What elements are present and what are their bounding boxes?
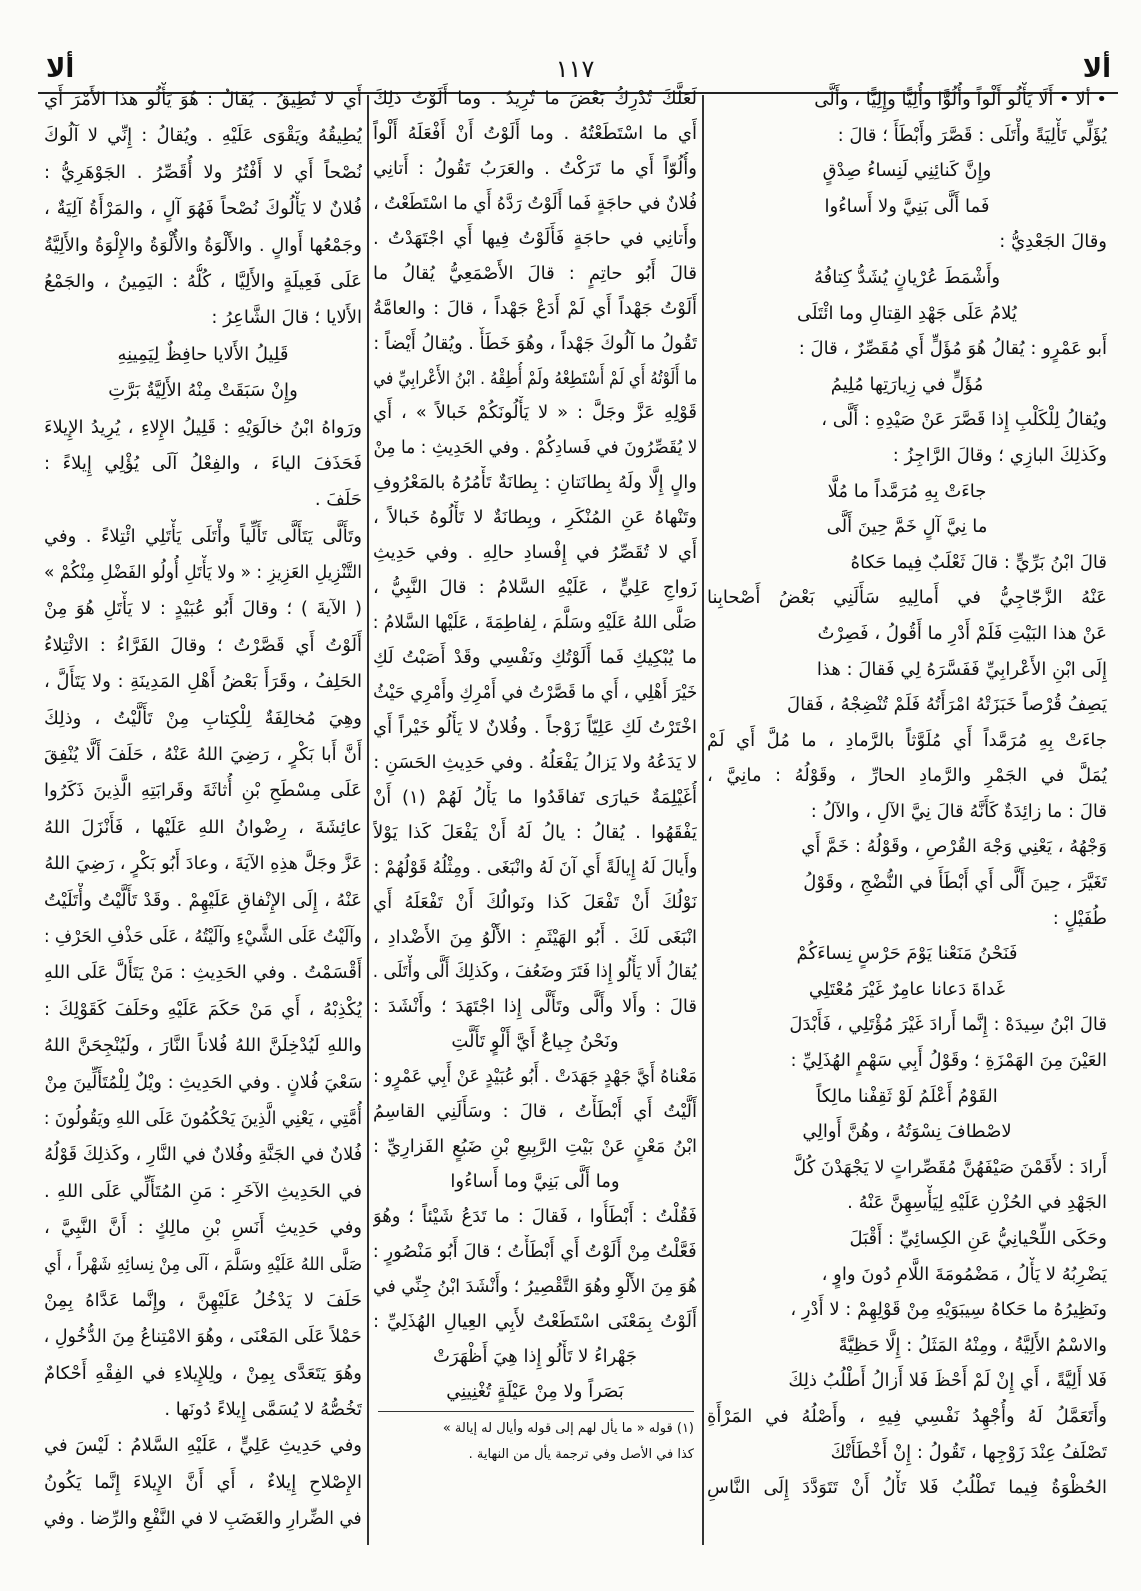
line-text: عَلَى مِسْطَحِ بْنِ أُثاثَةَ وقَرابَتِهِ الَّذِينَ ذَكَرُوا bbox=[44, 780, 362, 802]
text-line bbox=[707, 616, 1107, 652]
line-text: تَقُولُ ما آلُوكَ جَهْداً ، وهُوَ خَطَأٌ . ويُقالُ أَيْضاً : bbox=[373, 332, 697, 354]
text-line bbox=[707, 1435, 1107, 1471]
text-line bbox=[707, 901, 1107, 937]
line-text: عَزَّ وجَلَّ هذِهِ الآيَةَ ، وعادَ أَبُو بَكْرٍ ، رَضِيَ اللهُ bbox=[44, 853, 362, 875]
text-line bbox=[44, 701, 362, 737]
line-text: أَلَوْتُ أَي قَصَّرْتُ ؛ وقالَ الفَرَّاءُ : الائْتِلاءُ bbox=[44, 634, 362, 656]
line-text: ما أَلَوْتُهُ أَي لَمْ أَسْتَطِعْهُ ولَمْ أُطِقْهُ . ابْنُ الأَعْرابِيِّ في bbox=[373, 367, 697, 389]
text-line bbox=[44, 1174, 362, 1210]
line-text: ويُقالُ لِلْكَلْبِ إِذا قَصَّرَ عَنْ صَيْدِهِ : أَلَّى ، bbox=[821, 409, 1107, 431]
text-line bbox=[44, 846, 362, 882]
text-line bbox=[373, 187, 697, 222]
line-text: عَلَى فَعِيلَةٍ والأَلِيَّا ، كُلُّهُ : اليَمِينُ ، والجَمْعُ bbox=[44, 270, 362, 292]
line-text: زَواجِ عَلِيٍّ ، عَلَيْهِ السَّلامُ : قالَ النَّبِيُّ ، bbox=[373, 577, 697, 599]
line-text: في الحَدِيثِ الآخَرِ : مَنِ المُتَأَلِّي عَلَى اللهِ . bbox=[44, 1180, 362, 1202]
text-line bbox=[373, 711, 697, 746]
line-text: لَعَلَّكَ تُدْرِكُ بَعْضَ ما تُرِيدُ . وما أَلَوْتُ ذلِكَ bbox=[373, 88, 697, 109]
text-line bbox=[707, 829, 1107, 865]
verse-line bbox=[707, 972, 1107, 1008]
text-line bbox=[44, 1028, 362, 1064]
line-text: قالَ أَبُو حاتِمٍ : قالَ الأَصْمَعِيُّ يُقالُ ما bbox=[373, 262, 697, 284]
line-text: قَوْلِهِ عَزَّ وجَلَّ : « لا يَأْلُونَكُمْ خَبالاً » ، أَي bbox=[373, 402, 697, 424]
line-text: الحُظْوَةُ فِيما تَطْلُبُ فَلا تَأْلُ أَنْ تَتَوَدَّدَ إِلَى النَّاسِ bbox=[707, 1477, 1107, 1499]
line-text: وفي حَدِيثِ عَلِيٍّ ، عَلَيْهِ السَّلامُ : لَيْسَ في bbox=[44, 1435, 362, 1457]
text-line bbox=[707, 865, 1107, 901]
text-line bbox=[707, 1043, 1107, 1079]
verse-line bbox=[707, 1079, 1107, 1115]
line-text: أُغَيْلِمَةٌ حَيارَى تَفاقَدُوا ما يَأْلُ لَهُمْ (١) أَنْ bbox=[373, 786, 697, 808]
line-text: لاصْطافَ نِسْوَتُهُ ، وهُنَّ أَوالِي bbox=[802, 1121, 1012, 1143]
line-text: يُطِيقُهُ ويَقْوَى عَلَيْهِ . ويُقالُ : إِنِّي لا آلُوكَ bbox=[44, 125, 362, 147]
line-text: ابْنُ مَعْنٍ عَنْ بَيْتِ الرَّبِيعِ بْنِ ضَبُعٍ الفَزارِيِّ : bbox=[373, 1136, 697, 1158]
line-text: وهِيَ مُخالِفَةٌ لِلْكِتابِ مِنْ تَأَلَّيْتُ ، وذلِكَ bbox=[44, 707, 362, 729]
footnote bbox=[378, 1416, 694, 1468]
text-line bbox=[707, 794, 1107, 830]
text-line bbox=[44, 1392, 362, 1428]
text-line bbox=[44, 919, 362, 955]
text-line bbox=[44, 191, 362, 227]
text-line bbox=[707, 402, 1107, 438]
line-text: يُؤَلِّي تَأْلِيَةً وأْتَلَى : قَصَّرَ وأَبْطَأَ ؛ قالَ : bbox=[837, 124, 1107, 146]
text-line bbox=[373, 990, 697, 1025]
line-text: جَهْراءُ لا تَأْلُو إِذا هِيَ أَظْهَرَتْ bbox=[433, 1345, 637, 1367]
text-line bbox=[707, 652, 1107, 688]
text-line bbox=[707, 758, 1107, 794]
text-line bbox=[707, 545, 1107, 581]
line-text: قالَ : وأَلا وأَلَّى وتَأَلَّى إِذا اجْتَهَدَ ؛ وأَنْشَدَ : bbox=[373, 996, 697, 1018]
text-line bbox=[373, 327, 697, 362]
text-line bbox=[707, 1185, 1107, 1221]
text-line bbox=[707, 1363, 1107, 1399]
text-line bbox=[707, 1292, 1107, 1328]
text-line bbox=[44, 1247, 362, 1283]
line-text: وأَيالَ لَهُ إِيالَةً أَي آنَ لَهُ وانْبَغَى . ومِثْلُهُ قَوْلُهُمْ : bbox=[373, 856, 697, 878]
text-line bbox=[44, 737, 362, 773]
text-line bbox=[44, 628, 362, 664]
line-text: والاسْمُ الأَلِيَّةُ ، ومِنْهُ المَثَلُ : إِلَّا حَظِيَّةً bbox=[838, 1334, 1107, 1356]
line-text: صَلَّى اللهُ عَلَيْهِ وسَلَّمَ ، آلَى مِنْ نِسائِهِ شَهْراً ، أَي bbox=[44, 1253, 362, 1275]
text-line bbox=[707, 723, 1107, 759]
verse-line bbox=[707, 936, 1107, 972]
text-line bbox=[373, 746, 697, 781]
text-line bbox=[373, 676, 697, 711]
line-text: وأُلُوّاً أَي ما تَرَكْتُ . والعَرَبُ تَقُولُ : أَتانِي bbox=[373, 157, 697, 179]
text-line bbox=[373, 431, 697, 466]
line-text: ونَظِيرُهُ ما حَكاهُ سِيبَوَيْهِ مِنْ قَوْلِهِمْ : لا أَدْرِ ، bbox=[790, 1299, 1107, 1321]
verse-line bbox=[373, 1340, 697, 1375]
line-text: بَصَراً ولا مِنْ عَيْلَةٍ تُغْنِينِي bbox=[446, 1380, 624, 1402]
text-line bbox=[373, 886, 697, 921]
text-line bbox=[707, 224, 1107, 260]
footnote-line bbox=[378, 1442, 694, 1468]
line-text: فُلانٌ لا يَأْلُوكَ نُصْحاً فَهُوَ آلٍ ، والمَرْأَةُ آلِيَةٌ ، bbox=[44, 198, 362, 220]
text-line bbox=[44, 300, 362, 336]
line-text: أَبو عَمْرٍو : يُقالُ هُوَ مُؤَلٍّ أَي مُقَصِّرٌ ، قالَ : bbox=[798, 338, 1107, 360]
line-text: أَي لا تُطِيقُ . يُقالُ : هُوَ يَأْلُو هذا الأَمْرَ أَي bbox=[44, 89, 362, 110]
line-text: تَخُصُّهُ لا يُسَمَّى إِيلاءً دُونَها . bbox=[164, 1399, 362, 1421]
line-text: فَحَذَفَ الياءَ ، والفِعْلُ آلَى يُؤْلِي إِيلاءً : bbox=[44, 452, 362, 474]
line-text: الإِصْلاحِ إِيلاءٌ ، أَي أَنَّ الإِيلاءَ إِنَّما يَكُونُ bbox=[44, 1471, 362, 1493]
line-text: فَما أَلَّى بَنِيَّ ولا أَساءُوا bbox=[824, 195, 990, 217]
line-text: طُفَيْلٍ : bbox=[1052, 907, 1107, 929]
line-text: عَنْهُ ، إِلَى الإِنْفاقِ عَلَيْهِمْ . وقَدْ تَأَلَّيْتُ وأْتَلَيْتُ bbox=[44, 889, 362, 911]
text-line bbox=[44, 591, 362, 627]
text-line bbox=[44, 482, 362, 518]
text-line bbox=[707, 1328, 1107, 1364]
line-text: أَي ما اسْتَطَعْتُهُ . وما أَلَوْتُ أَنْ أَفْعَلَهُ أَلْواً bbox=[373, 122, 697, 144]
text-line bbox=[44, 992, 362, 1028]
line-text: يُمَلَّ في الجَمْرِ والرَّمادِ الحارِّ ، وقَوْلُهُ : مانِيَّ ، bbox=[707, 765, 1107, 787]
text-line bbox=[373, 1130, 697, 1165]
text-line bbox=[707, 687, 1107, 723]
line-text: وكَذلِكَ البازِي ؛ وقالَ الرَّاجِزُ : bbox=[892, 444, 1107, 466]
line-text: فَعَّلْتُ مِنْ أَلَوْتُ أَي أَبْطَأْتُ ؛ قالَ أَبُو مَنْصُورٍ : bbox=[373, 1240, 697, 1262]
line-text: غَداةَ دَعانا عامِرٌ غَيْرَ مُعْتَلِي bbox=[808, 978, 1006, 1000]
line-text: يُقالُ أَلا يَأْلُو إِذا فَتَرَ وضَعُفَ ، وكَذلِكَ أَلَّى وأْتَلَى . bbox=[373, 961, 697, 983]
line-text: وَجْهُهُ ، يَعْنِي وَجْهَ القُرْصِ ، وقَوْلُهُ : خَمَّ أَي bbox=[801, 836, 1107, 858]
text-line bbox=[44, 1428, 362, 1464]
text-line bbox=[373, 921, 697, 956]
text-line bbox=[44, 1319, 362, 1355]
line-text: يَصِفُ قُرْصاً خَبَزَتْهُ امْرَأَتُهُ فَلَمْ تُنْضِجْهُ ، فَقالَ bbox=[787, 694, 1107, 716]
text-line bbox=[44, 1210, 362, 1246]
line-text: الأَلايا ؛ قالَ الشَّاعِرُ : bbox=[211, 307, 362, 329]
text-line bbox=[373, 117, 697, 152]
line-text: يُكْذِبْهُ ، أَي مَنْ حَكَمَ عَلَيْهِ وحَلَفَ كَقَوْلِكَ : bbox=[44, 998, 362, 1020]
line-text: خَيْرَ أَهْلِي ، أَي ما قَصَّرْتُ في أَمْرِكِ وأَمْرِي حَيْثُ bbox=[373, 681, 697, 703]
verse-line bbox=[707, 153, 1107, 189]
text-line bbox=[373, 222, 697, 257]
page-number: ١١٧ bbox=[555, 55, 595, 83]
line-text: ما نِيَّ آلٍ خَمَّ حِينَ أَلَّى bbox=[826, 516, 988, 538]
text-line bbox=[707, 331, 1107, 367]
text-line bbox=[44, 1065, 362, 1101]
footnote-text: كذا في الأصل وفي ترجمة يأل من النهاية . bbox=[468, 1447, 694, 1462]
line-text: تَصْلَفُ عِنْدَ زَوْجِها ، تَقُولُ : إِنْ أَخْطَأَتْكَ bbox=[830, 1441, 1107, 1463]
verse-line bbox=[44, 337, 362, 373]
line-text: وجَمْعُها أَوالٍ . والأَلْوَةُ والأُلْوَةُ والإِلْوَةُ والأَلِيَّةُ bbox=[44, 234, 362, 256]
line-text: أَي لا تُقَصِّرُ في إِفْسادِ حالِهِ . وفي حَدِيثِ bbox=[373, 542, 697, 564]
verse-line bbox=[707, 509, 1107, 545]
text-line bbox=[707, 438, 1107, 474]
line-text: إِلَى ابْنِ الأَعْرابِيِّ فَفَسَّرَهُ لِي فَقالَ : هذا bbox=[816, 658, 1107, 680]
text-line bbox=[707, 1470, 1107, 1506]
text-line bbox=[44, 810, 362, 846]
line-text: فُلانٌ في حاجَةٍ فَما أَلَوْتُ رَدَّهُ أَي ما اسْتَطَعْتُ ، bbox=[373, 192, 697, 214]
line-text: وإِنَّ كَنائِنِي لَنِساءُ صِدْقٍ bbox=[822, 160, 992, 182]
text-line bbox=[44, 446, 362, 482]
line-text: هُوَ مِنَ الأَلْوِ وهُوَ التَّقْصِيرُ ؛ وأَنْشَدَ ابْنُ جِنِّي في bbox=[373, 1275, 697, 1297]
text-line bbox=[373, 606, 697, 641]
text-line bbox=[44, 1137, 362, 1173]
verse-line bbox=[707, 1114, 1107, 1150]
text-line bbox=[373, 641, 697, 676]
line-text: القَوْمُ أَعْلَمُ لَوْ ثَقِفْنا مالِكاً bbox=[816, 1085, 998, 1107]
column-right bbox=[707, 82, 1107, 1506]
text-line bbox=[373, 1270, 697, 1305]
line-text: ورَواهُ ابْنُ خالَوَيْهِ : قَلِيلُ الإِلاءِ ، يُرِيدُ الإِيلاءَ bbox=[44, 416, 362, 438]
line-text: يَضْرِبُهُ لا يَأْلُ ، مَضْمُومَةَ اللَّامِ دُونَ واوٍ ، bbox=[821, 1263, 1107, 1285]
text-line bbox=[44, 1356, 362, 1392]
line-text: فُلانٌ في الجَنَّةِ وفُلانٌ في النَّارِ ، وكَذلِكَ قَوْلُهُ bbox=[44, 1144, 362, 1166]
line-text: في الضِّرارِ والغَضَبِ لا في النَّفْعِ والرِّضا . وفي bbox=[44, 1508, 362, 1530]
line-text: والٍ إِلَّا ولَهُ بِطانَتانِ : بِطانَةٌ تَأْمُرُهُ بالمَعْرُوفِ bbox=[373, 472, 697, 494]
text-line bbox=[373, 292, 697, 327]
line-text: الجَهْدِ في الحُزْنِ عَلَيْهِ لِيَأْسِهِنَّ عَنْهُ . bbox=[847, 1192, 1107, 1214]
line-text: مَعْناهُ أَيَّ جَهْدٍ جَهَدَتْ . أَبُو عُبَيْدٍ عَنْ أَبِي عَمْرٍو : bbox=[373, 1066, 697, 1088]
line-text: وما أَلَّى بَنِيَّ وما أَساءُوا bbox=[450, 1171, 620, 1193]
line-text: فَلا أَلِيَّةً ، أَي إِنْ لَمْ أَحْظَ فَلا أَزالُ أَطْلُبُ ذلِكَ bbox=[788, 1370, 1107, 1392]
column-middle bbox=[373, 82, 697, 1410]
text-line bbox=[44, 264, 362, 300]
line-text: عَنْ هذا البَيْتِ فَلَمْ أَدْرِ ما أَقُولُ ، فَصِرْتُ bbox=[817, 622, 1107, 644]
line-text: جاءَتْ بِهِ مُرَمَّداً أَي مُلَوَّثاً بالرَّمادِ ، ما مُلَّ أَي لَمْ bbox=[707, 729, 1107, 751]
text-line bbox=[44, 519, 362, 555]
line-text: لا يُقَصِّرُونَ في فَسادِكُمْ . وفي الحَدِيثِ : ما مِنْ bbox=[373, 437, 697, 459]
line-text: وآلَيْتُ عَلَى الشَّيْءِ وآلَيْتُهُ ، عَلَى حَذْفِ الحَرْفِ : bbox=[44, 925, 362, 947]
line-text: عَنْهُ الزَّجّاجِيُّ في أَمالِيهِ سَأَلَنِي بَعْضُ أَصْحابِنا bbox=[707, 587, 1107, 609]
verse-line bbox=[707, 296, 1107, 332]
text-line bbox=[44, 955, 362, 991]
text-line bbox=[44, 1283, 362, 1319]
text-line bbox=[707, 580, 1107, 616]
line-text: عائِشَةَ ، رِضْوانُ اللهِ عَلَيْها ، فَأَنْزَلَ اللهُ bbox=[44, 816, 362, 838]
text-line bbox=[44, 118, 362, 154]
line-text: أَرادَ : لأَقَمْنَ صَيْفَهُنَّ مُقَصِّراتٍ لا يَجْهَدْنَ كُلَّ bbox=[793, 1156, 1107, 1178]
text-line bbox=[707, 1221, 1107, 1257]
text-line bbox=[44, 1501, 362, 1537]
line-text: أَلَّيْتُ أَي أَبْطَأْتُ ، قالَ : وسَأَلَنِي القاسِمُ bbox=[373, 1101, 697, 1123]
line-text: فَنَحْنُ مَنَعْنا يَوْمَ حَرْسٍ نِساءَكُمْ bbox=[796, 943, 1018, 965]
text-line bbox=[44, 1101, 362, 1137]
text-line bbox=[373, 816, 697, 851]
line-text: قالَ : ما زائِدَةٌ كَأَنَّهُ قالَ نِيَّ الآلِ ، والآلُ : bbox=[810, 800, 1107, 822]
text-line bbox=[373, 781, 697, 816]
text-line bbox=[373, 257, 697, 292]
line-text: وهُوَ يَتَعَدَّى بِمِنْ ، ولِلإِيلاءِ في الفِقْهِ أَحْكامٌ bbox=[44, 1362, 362, 1384]
verse-line bbox=[707, 367, 1107, 403]
running-head-left: ألا bbox=[46, 54, 75, 84]
line-text: اخْتَرْتُ لَكِ عَلِيّاً زَوْجاً . وفُلانٌ لا يَأْلُو خَيْراً أَي bbox=[373, 716, 697, 738]
line-text: جاءَتْ بِهِ مُرَمَّداً ما مُلَّا bbox=[827, 480, 987, 502]
verse-line bbox=[373, 1025, 697, 1060]
line-text: قَلِيلُ الأَلايا حافِظٌ لِيَمِينِهِ bbox=[117, 343, 289, 365]
line-text: التَّنْزِيلِ العَزِيزِ : « ولا يَأْتَلِ أُولُو الفَضْلِ مِنْكُمْ » bbox=[44, 562, 362, 584]
line-text: واللهِ لَيُدْخِلَنَّ اللهُ فُلاناً النَّارَ ، ولَيُنْجِحَنَّ اللهُ bbox=[44, 1035, 362, 1057]
column-left bbox=[44, 82, 362, 1538]
line-text: ما يُبْكِيكِ فَما أَلَوْتُكِ ونَفْسِي وقَدْ أَصَبْتُ لَكِ bbox=[373, 647, 697, 668]
text-line bbox=[707, 118, 1107, 154]
text-line bbox=[373, 1235, 697, 1270]
text-line bbox=[373, 536, 697, 571]
text-line bbox=[44, 883, 362, 919]
line-text: وقالَ الجَعْدِيُّ : bbox=[999, 231, 1107, 253]
line-text: ونَحْنُ جِياعٌ أَيَّ أَلْوٍ تَأَلَّتِ bbox=[451, 1031, 619, 1053]
line-text: تَغَيَّرَ ، حِينَ أَلَّى أَي أَبْطَأَ في النُّضْجِ ، وقَوْلُ bbox=[803, 872, 1107, 894]
text-line bbox=[373, 955, 697, 990]
text-line bbox=[44, 1465, 362, 1501]
text-line bbox=[44, 555, 362, 591]
line-text: وأَتَعَمَّلُ لَهُ وأُجْهِدُ نَفْسِي فِيهِ ، وأَصْلُهُ في المَرْأَةِ bbox=[707, 1405, 1107, 1427]
line-text: أَلَوْتُ بِمَعْنَى اسْتَطَعْتُ لأَبِي العِيالِ الهُذَلِيِّ : bbox=[373, 1310, 697, 1332]
text-line bbox=[44, 82, 362, 118]
line-text: وفي حَدِيثِ أَنَسِ بْنِ مالِكٍ : أَنَّ النَّبِيَّ ، bbox=[44, 1217, 362, 1239]
verse-line bbox=[373, 1165, 697, 1200]
text-line bbox=[707, 1399, 1107, 1435]
text-line bbox=[44, 773, 362, 809]
line-text: قالَ ابْنُ بَرِّيٍّ : قالَ ثَعْلَبٌ فِيما حَكاهُ bbox=[850, 551, 1107, 573]
line-text: أَنَّ أَبا بَكْرٍ ، رَضِيَ اللهُ عَنْهُ ، حَلَفَ أَلَّا يُنْفِقَ bbox=[44, 744, 362, 766]
line-text: وتَنْهاهُ عَنِ المُنْكَرِ ، وبِطانَةٌ لا تَأْلُوهُ خَبالاً ، bbox=[373, 507, 697, 529]
line-text: حَلَفَ لا يَدْخُلُ عَلَيْهِنَّ ، وإِنَّما عَدَّاهُ بِمِنْ bbox=[44, 1289, 362, 1311]
text-line bbox=[707, 82, 1107, 118]
running-head-right: ألا bbox=[1082, 54, 1111, 84]
text-line bbox=[373, 396, 697, 431]
text-line bbox=[373, 501, 697, 536]
line-text: أُمَّتِي ، يَعْنِي الَّذِينَ يَحْكُمُونَ عَلَى اللهِ ويَقُولُونَ : bbox=[44, 1107, 362, 1129]
verse-line bbox=[373, 1375, 697, 1410]
text-line bbox=[44, 228, 362, 264]
line-text: يَفْقَهُوا . يُقالُ : يالُ لَهُ أَنْ يَفْعَلَ كَذا يَوْلاً bbox=[373, 821, 697, 843]
footnote-line bbox=[378, 1416, 694, 1442]
text-line bbox=[44, 410, 362, 446]
line-text: مُؤَلٍّ في زِيارَتِها مُلِيمُ bbox=[830, 373, 984, 395]
verse-line bbox=[44, 373, 362, 409]
text-line bbox=[373, 1200, 697, 1235]
text-line bbox=[707, 1007, 1107, 1043]
line-text: ( الآيةَ ) ؛ وقالَ أَبُو عُبَيْدٍ : لا يَأْتَلِ هُوَ مِنْ bbox=[44, 598, 362, 620]
line-text: سَعْيَ فُلانٍ . وفي الحَدِيثِ : ويْلٌ لِلْمُتَأَلِّينَ مِنْ bbox=[44, 1071, 362, 1093]
line-text: وأَشْمَطَ عُرْيانٍ يُشَدُّ كِتافُهُ bbox=[813, 266, 1001, 288]
line-text: أَلَوْتُ جَهْداً أَي لَمْ أَدَعْ جَهْداً ، قالَ : والعامَّةُ bbox=[373, 297, 697, 319]
line-text: حَلَفَ . bbox=[314, 489, 362, 511]
verse-line bbox=[707, 189, 1107, 225]
line-text: صَلَّى اللهُ عَلَيْهِ وسَلَّمَ ، لِفاطِمَةَ ، عَلَيْها السَّلامُ : bbox=[373, 612, 697, 634]
verse-line bbox=[707, 474, 1107, 510]
line-text: وأَتانِي في حاجَةٍ فَأَلَوْتُ فِيها أَي اجْتَهَدْتُ . bbox=[373, 227, 697, 249]
line-text: انْبَغَى لَكَ . أَبُو الهَيْثَمِ : الأَلْوُ مِنَ الأَضْدادِ ، bbox=[373, 926, 697, 948]
text-line bbox=[44, 664, 362, 700]
line-text: • ألا • أَلَا يَأْلُو أَلْواً وأُلُوًّا وأُلِيًّا وإِلِيًّا ، وأَلَّى bbox=[814, 89, 1107, 110]
line-text: حَمْلاً عَلَى المَعْنَى ، وهُوَ الامْتِناعُ مِنَ الدُّخُولِ ، bbox=[44, 1326, 362, 1348]
text-line bbox=[373, 571, 697, 606]
text-line bbox=[373, 1305, 697, 1340]
line-text: يُلامُ عَلَى جَهْدِ القِتالِ وما ائْتَلَى bbox=[797, 302, 1017, 324]
line-text: نَوْلُكَ أَنْ تَفْعَلَ كَذا ونَوالُكَ أَنْ تَفْعَلَهُ أَي bbox=[373, 891, 697, 913]
text-line bbox=[373, 851, 697, 886]
line-text: نُصْحاً أَي لا أَفْتُرُ ولا أُقَصِّرُ . الجَوْهَرِيُّ : bbox=[44, 161, 362, 183]
footnote-rule bbox=[378, 1411, 694, 1412]
text-line bbox=[707, 1257, 1107, 1293]
text-line bbox=[373, 1095, 697, 1130]
text-line bbox=[373, 152, 697, 187]
text-line bbox=[373, 466, 697, 501]
text-line bbox=[373, 1060, 697, 1095]
line-text: وإِنْ سَبَقَتْ مِنْهُ الأَلِيَّةُ بَرَّتِ bbox=[108, 380, 298, 402]
line-text: وحَكَى اللِّحْيانِيُّ عَنِ الكِسائِيِّ : أَقْبَلَ bbox=[849, 1228, 1107, 1249]
footnote-text: (١) قوله « ما يأل لهم إلى قوله وأيال له إيالة » bbox=[442, 1421, 694, 1436]
line-text: لا يَدَعُهُ ولا يَزالُ يَفْعَلُهُ . وفي حَدِيثِ الحَسَنِ : bbox=[373, 751, 697, 773]
column-divider bbox=[702, 95, 704, 1545]
line-text: وتَأَلَّى يَتَأَلَّى تَأَلِّياً وأْتَلَى يَأْتَلِي ائْتِلاءً . وفي bbox=[44, 525, 362, 547]
verse-line bbox=[707, 260, 1107, 296]
text-line bbox=[373, 362, 697, 397]
line-text: الحَلِفُ ، وقَرَأَ بَعْضُ أَهْلِ المَدِينَةِ : ولا يَتَأَلَّ ، bbox=[44, 671, 362, 693]
text-line bbox=[707, 1150, 1107, 1186]
line-text: العَيْنَ مِنَ الهَمْزَةِ ؛ وقَوْلُ أَبِي سَهْمٍ الهُذَلِيِّ : bbox=[790, 1050, 1107, 1072]
line-text: قالَ ابْنُ سِيدَهْ : إِنَّما أَرادَ غَيْرَ مُؤْتَلِي ، فَأَبْدَلَ bbox=[789, 1014, 1107, 1036]
line-text: فَقُلْتُ : أَبْطَأُوا ، فَقالَ : ما تَدَعُ شَيْئاً ؛ وهُوَ bbox=[373, 1206, 697, 1227]
line-text: أَقْسَمْتُ . وفي الحَدِيثِ : مَنْ يَتَأَلَّ عَلَى اللهِ bbox=[44, 962, 362, 984]
text-line bbox=[44, 155, 362, 191]
column-divider bbox=[367, 95, 369, 1545]
text-line bbox=[373, 82, 697, 117]
